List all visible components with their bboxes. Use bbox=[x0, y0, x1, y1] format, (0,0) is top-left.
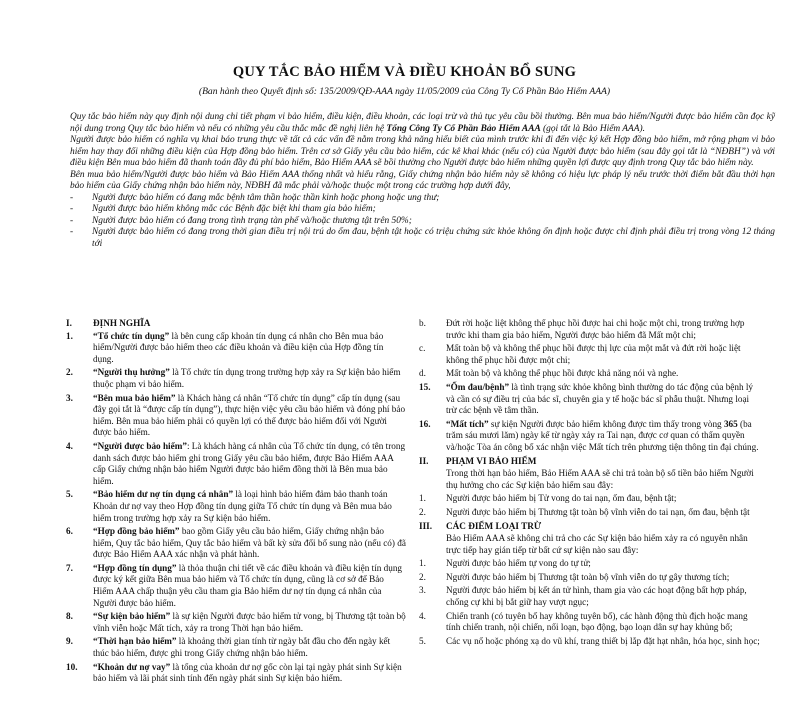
item-text bbox=[446, 382, 761, 417]
exclusion-item bbox=[419, 572, 761, 584]
item-number: 4. bbox=[66, 440, 73, 451]
definition-text: là Khách hàng cá nhân “Tổ chức tín dụng” cấp tín dụng (sau đây gọi tắt là “được cấp tín dụng”), thực hiện việc yêu cầu bảo hiểm và đóng phí bảo hiểm. Bên mua bảo hiểm phải có quyền lợi có thể được bảo hiểm đối với Người được bảo hiểm. bbox=[93, 392, 406, 438]
section-exclusions-heading bbox=[419, 521, 761, 533]
item-letter: c. bbox=[419, 343, 426, 354]
defined-term: “Mất tích” bbox=[446, 418, 489, 429]
defined-term: “Hợp đồng bảo hiểm” bbox=[93, 526, 180, 537]
condition-item: - Người được bảo hiểm có đang trong thời gian điều trị nội trú do ốm đau, bệnh tật hoặc có triệu chứng sức khỏe không ổn định hoặc được chỉ định phải điều trị trong vòng 12 tháng tới bbox=[70, 227, 775, 250]
item-number: 15. bbox=[419, 381, 431, 392]
item-number: 2. bbox=[66, 367, 73, 378]
item-text: Người được bảo hiểm bị kết án tử hình, tham gia vào các hoạt động bất hợp pháp, chống cự khi bị bắt giữ hay vượt ngục; bbox=[446, 585, 747, 608]
section-number: III. bbox=[419, 520, 433, 531]
definition-item bbox=[66, 662, 406, 685]
item-number: 16. bbox=[419, 418, 431, 429]
section-title: ĐỊNH NGHĨA bbox=[93, 318, 151, 328]
days-count: 365 bbox=[723, 418, 738, 429]
item-text: Người được bảo hiểm bị Tử vong do tai nạn, ốm đau, bệnh tật; bbox=[446, 493, 677, 504]
item-text: Người được bảo hiểm bị Thương tật toàn bộ vĩnh viễn do tai nạn, ốm đau, bệnh tật bbox=[446, 506, 750, 517]
company-name: Tổng Công Ty Cổ Phần Bảo Hiểm AAA bbox=[386, 123, 541, 134]
condition-item: - Người được bảo hiểm có đang mắc bệnh tâm thần hoặc thần kinh hoặc phong hoặc ung thư; bbox=[70, 193, 775, 205]
defined-term: “Người thụ hưởng” bbox=[93, 367, 170, 378]
definition-text: : Là khách hàng cá nhân của Tổ chức tín dụng, có tên trong danh sách được bảo hiểm ghi trong Giấy yêu cầu bảo hiểm, được Bảo Hiểm AAA cấp Giấy chứng nhận bảo hiểm Người được bảo hiểm đồng thời là Bên mua bảo hiểm. bbox=[93, 440, 406, 486]
disability-subitem bbox=[419, 368, 761, 380]
left-column bbox=[66, 318, 406, 687]
definition-item bbox=[66, 489, 406, 524]
disability-subitem bbox=[419, 318, 761, 341]
defined-term: “Người được bảo hiểm” bbox=[93, 440, 187, 451]
intro-paragraph-2: Người được bảo hiểm có nghĩa vụ khai báo trung thực về tất cả các vấn đề nằm trong khả năng hiểu biết của mình trước khi đi đến việc ký kết Hợp đồng bảo hiểm, mở rộng phạm vi bảo hiểm hay thay đổi những điều kiện của Hợp đồng bảo hiểm. Trên cơ sở Giấy yêu cầu bảo hiểm, các kê khai khác (nếu có) của Người được bảo hiểm (sau đây gọi tắt là “NĐBH”) và với điều kiện Bên mua bảo hiểm đã thanh toán đầy đủ phí bảo hiểm, Bảo Hiểm AAA sẽ bồi thường cho Người được bảo hiểm những quyền lợi được quy định trong Quy tắc bảo hiểm này. bbox=[70, 135, 775, 168]
definition-text: sự kiện Người được bảo hiểm không được tìm thấy trong vòng bbox=[488, 418, 724, 429]
item-text bbox=[93, 563, 406, 609]
defined-term: “Ốm đau/bệnh” bbox=[446, 381, 510, 392]
item-text: Các vụ nổ hoặc phóng xạ do vũ khí, trang thiết bị lắp đặt hạt nhân, hóa học, sinh học; bbox=[446, 635, 760, 646]
definition-item bbox=[66, 611, 406, 634]
exclusion-item bbox=[419, 636, 761, 648]
definition-text: là bên cung cấp khoản tín dụng cá nhân cho Bên mua bảo hiểm/Người được bảo hiểm theo các điều khoản và điều kiện của Hợp đồng tín dụng. bbox=[93, 330, 384, 364]
intro-p1-text-b: (gọi tắt là Bảo Hiểm AAA). bbox=[540, 123, 645, 134]
definition-text: là Tổ chức tín dụng trong trường hợp xảy ra Sự kiện bảo hiểm thuộc phạm vi bảo hiểm. bbox=[93, 367, 401, 389]
item-number: 3. bbox=[419, 585, 426, 596]
item-text bbox=[93, 662, 406, 685]
definition-item bbox=[419, 382, 761, 417]
definition-item bbox=[66, 331, 406, 366]
item-number: 3. bbox=[66, 392, 73, 403]
disability-subitem bbox=[419, 343, 761, 366]
item-text: Chiến tranh (có tuyên bố hay không tuyên bố), các hành động thù địch hoặc mang tính chiến tranh, nội chiến, nổi loạn, bạo động, bạo loạn dân sự hay khủng bố; bbox=[446, 610, 748, 633]
defined-term: “Khoản dư nợ vay” bbox=[93, 661, 171, 672]
item-text bbox=[93, 393, 406, 439]
item-text: Đứt rời hoặc liệt không thể phục hồi được hai chi hoặc một chi, trong trường hợp trước khi tham gia bảo hiểm, Người được bảo hiểm đã Mất một chi; bbox=[446, 318, 745, 340]
defined-term: “Hợp đồng tín dụng” bbox=[93, 562, 177, 573]
section-intro: Trong thời hạn bảo hiểm, Bảo Hiểm AAA sẽ chi trả toàn bộ số tiền bảo hiểm Người thụ hưởng cho các Sự kiện bảo hiểm sau đây: bbox=[446, 468, 754, 490]
item-text: Người được bảo hiểm bị Thương tật toàn bộ vĩnh viễn do tự gây thương tích; bbox=[446, 571, 730, 582]
section-title: PHẠM VI BẢO HIỂM bbox=[446, 455, 537, 466]
section-coverage-heading bbox=[419, 456, 761, 468]
definition-text: là khoảng thời gian tính từ ngày bắt đầu cho đến ngày kết thúc bảo hiểm, được ghi trong Giấy chứng nhận bảo hiểm. bbox=[93, 636, 391, 659]
item-text: Người được bảo hiểm tự vong do tự tử; bbox=[446, 558, 591, 569]
condition-item: - Người được bảo hiểm không mắc các Bệnh đặc biệt khi tham gia bảo hiểm; bbox=[70, 204, 775, 216]
defined-term: “Bên mua bảo hiểm” bbox=[93, 392, 176, 403]
item-number: 1. bbox=[419, 493, 426, 504]
coverage-item bbox=[419, 507, 761, 519]
section-definitions-heading bbox=[66, 318, 406, 330]
item-number: 1. bbox=[419, 558, 426, 569]
definition-text: là thỏa thuận chi tiết về các điều khoản và điều kiện tín dụng được ký kết giữa Bên mua bảo hiểm và Tổ chức tín dụng, cũng là cơ sở để Bảo Hiểm AAA chấp thuận yêu cầu tham gia Bảo hiểm dư nợ tín dụng cá nhân của Người được bảo hiểm. bbox=[93, 562, 403, 608]
item-number: 4. bbox=[419, 610, 426, 621]
item-number: 9. bbox=[66, 636, 73, 647]
section-title: CÁC ĐIỂM LOẠI TRỪ bbox=[446, 520, 542, 531]
definition-item bbox=[66, 441, 406, 487]
definition-item bbox=[66, 367, 406, 390]
defined-term: “Thời hạn bảo hiểm” bbox=[93, 636, 177, 647]
definition-text: là loại hình bảo hiểm đảm bảo thanh toán Khoản dư nợ vay theo Hợp đồng tín dụng giữa Tổ chức tín dụng và Bên mua bảo hiểm trong trường hợp xảy ra Sự kiện bảo hiểm. bbox=[93, 489, 392, 523]
item-number: 2. bbox=[419, 571, 426, 582]
definition-item bbox=[66, 636, 406, 659]
intro-paragraph-1 bbox=[70, 112, 775, 135]
definition-item bbox=[66, 393, 406, 439]
definition-text: là tình trạng sức khỏe không bình thường do tác động của bệnh lý và cần có sự điều trị của bác sĩ, chuyên gia y tế hoặc bác sĩ phẫu thuật. Nhưng loại trừ các bệnh về tâm thần. bbox=[446, 381, 754, 416]
defined-term: “Sự kiện bảo hiểm” bbox=[93, 611, 171, 622]
item-number: 6. bbox=[66, 526, 73, 537]
intro-paragraph-3: Bên mua bảo hiểm/Người được bảo hiểm và Bảo Hiểm AAA thống nhất và hiểu rằng, Giấy chứng nhận bảo hiểm này sẽ không có hiệu lực pháp lý nếu trước thời điểm bắt đầu thời hạn bảo hiểm của Giấy chứng nhận bảo hiểm này, NĐBH đã mắc phải và/hoặc thuộc một trong các trường hợp dưới đây, bbox=[70, 169, 775, 191]
section-number: I. bbox=[66, 318, 72, 328]
item-letter: d. bbox=[419, 368, 426, 379]
item-text bbox=[93, 526, 406, 561]
condition-item: - Người được bảo hiểm có đang trong tình trạng tàn phế và/hoặc thương tật trên 50%; bbox=[70, 216, 775, 228]
exclusion-item bbox=[419, 585, 761, 608]
right-column bbox=[419, 318, 761, 649]
item-number: 7. bbox=[66, 562, 73, 573]
item-letter: b. bbox=[419, 318, 426, 328]
item-number: 5. bbox=[66, 489, 73, 500]
definition-text: (ba trăm sáu mươi lăm) ngày kể từ ngày xảy ra Tai nạn, được cơ quan có thẩm quyền và/hoặc Tòa án công bố xác nhận việc Mất tích trên phương tiện thông tin đại chúng. bbox=[446, 418, 759, 452]
exclusion-item bbox=[419, 558, 761, 570]
defined-term: “Bảo hiểm dư nợ tín dụng cá nhân” bbox=[93, 489, 234, 500]
intro-block bbox=[70, 112, 775, 250]
definition-text: là sự kiện Người được bảo hiểm tử vong, bị Thương tật toàn bộ vĩnh viễn hoặc Mất tích, xảy ra trong Thời hạn bảo hiểm. bbox=[93, 611, 406, 633]
item-number: 1. bbox=[66, 330, 73, 341]
definition-text: là tổng của khoản dư nợ gốc còn lại tại ngày phát sinh Sự kiện bảo hiểm và lãi phát sinh tính đến ngày phát sinh Sự kiện bảo hiểm. bbox=[93, 661, 402, 684]
definition-item bbox=[419, 419, 761, 454]
exclusion-condition-list bbox=[70, 193, 775, 251]
decision-subtitle: (Ban hành theo Quyết định số: 135/2009/QĐ-AAA ngày 11/05/2009 của Công Ty Cổ Phần Bảo Hiểm AAA) bbox=[198, 86, 611, 97]
item-text bbox=[93, 331, 406, 366]
item-text bbox=[93, 636, 406, 659]
item-number: 2. bbox=[419, 506, 426, 517]
item-number: 8. bbox=[66, 611, 73, 622]
item-text: Mất toàn bộ và không thể phục hồi được thị lực của một mắt và đứt rời hoặc liệt không thể phục hồi được một chi; bbox=[446, 343, 741, 365]
intro-p1-text-a: Quy tắc bảo hiểm này quy định nội dung chi tiết phạm vi bảo hiểm, điều kiện, điều khoản, các loại trừ và thủ tục yêu cầu bồi thường. Bên mua bảo hiểm/Người được bảo hiểm cần đọc kỹ nội dung trong Quy tắc bảo hiểm và nếu có những yêu cầu thắc mắc đề nghị liên hệ bbox=[70, 112, 775, 134]
item-text bbox=[446, 419, 761, 454]
item-text: Mất toàn bộ và không thể phục hồi được khả năng nói và nghe. bbox=[446, 368, 679, 379]
item-text bbox=[93, 489, 406, 524]
item-text bbox=[93, 441, 406, 487]
coverage-item bbox=[419, 493, 761, 505]
definition-item bbox=[66, 563, 406, 609]
defined-term: “Tổ chức tín dụng” bbox=[93, 330, 170, 341]
section-intro: Bảo Hiểm AAA sẽ không chi trả cho các Sự kiện bảo hiểm xảy ra có nguyên nhân trực tiếp hay gián tiếp từ bất cứ sự kiện nào sau đây: bbox=[446, 533, 748, 555]
page-title: QUY TẮC BẢO HIỂM VÀ ĐIỀU KHOẢN BỔ SUNG bbox=[232, 64, 577, 80]
definition-item bbox=[66, 526, 406, 561]
item-number: 5. bbox=[419, 635, 426, 646]
section-number: II. bbox=[419, 455, 429, 466]
item-text bbox=[93, 611, 406, 634]
definition-text: bao gồm Giấy yêu cầu bảo hiểm, Giấy chứng nhận bảo hiểm, Quy tắc bảo hiểm, Quy tắc bảo hiểm và bất kỳ sửa đổi bổ sung nào (nếu có) đã được Bảo Hiểm AAA xác nhận và phát hành. bbox=[93, 526, 406, 560]
item-number: 10. bbox=[66, 661, 78, 672]
item-text bbox=[93, 367, 406, 390]
exclusion-item bbox=[419, 611, 761, 634]
